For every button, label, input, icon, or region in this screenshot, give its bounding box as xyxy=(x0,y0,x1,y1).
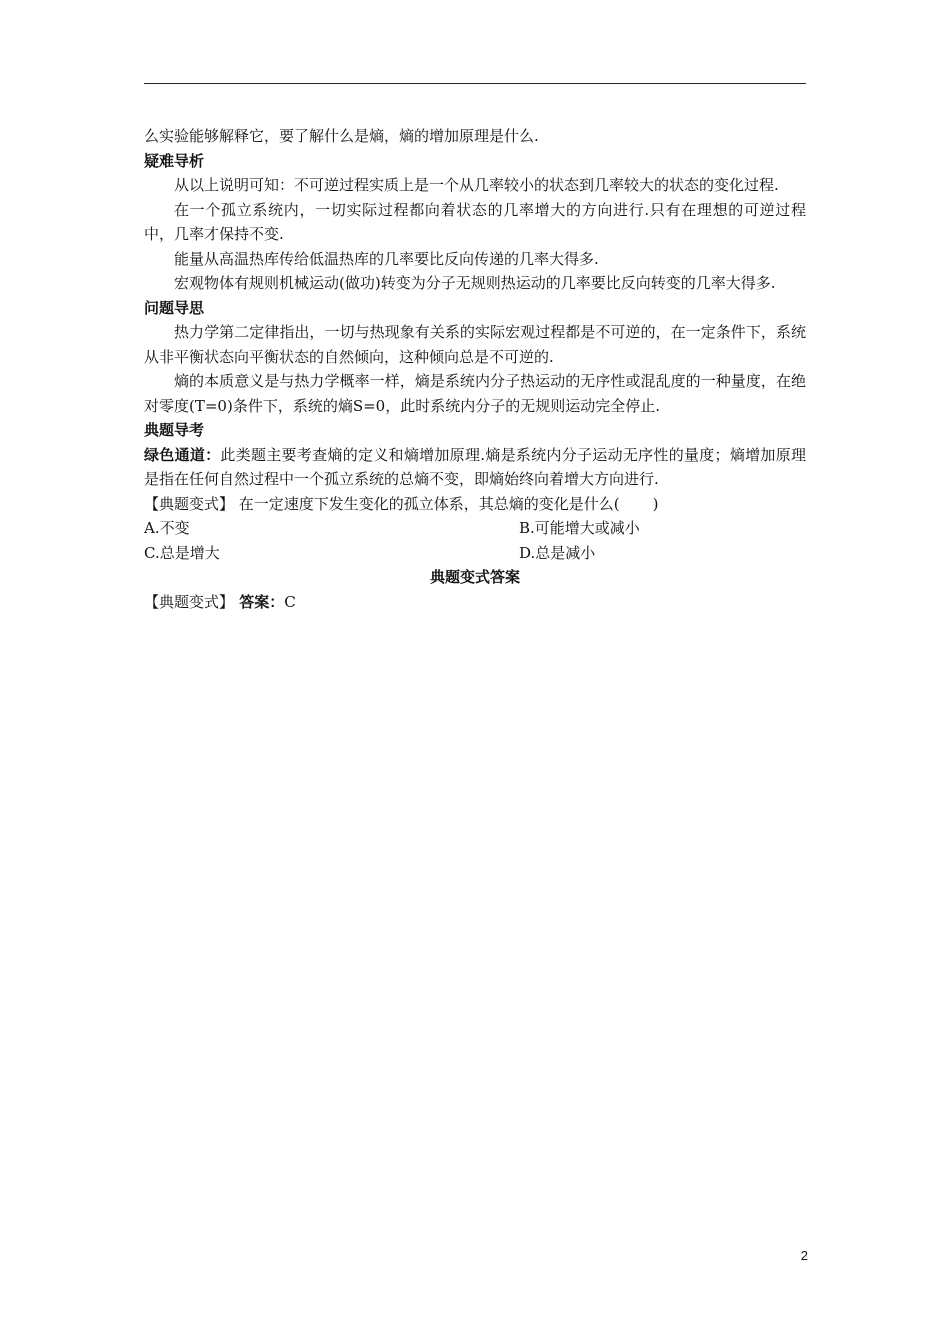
green-channel-label: 绿色通道： xyxy=(144,445,221,464)
nanti-paragraph-4: 宏观物体有规则机械运动(做功)转变为分子无规则热运动的几率要比反向转变的几率大得多. xyxy=(174,274,776,292)
intro-line: 么实验能够解释它，要了解什么是熵，熵的增加原理是什么. xyxy=(144,127,539,145)
variant-question xyxy=(144,492,806,517)
option-b: B.可能增大或减小 xyxy=(519,519,640,537)
header-rule xyxy=(144,83,806,84)
nanti-paragraph-1: 从以上说明可知：不可逆过程实质上是一个从几率较小的状态到几率较大的状态的变化过程. xyxy=(174,176,779,194)
answer-line xyxy=(144,590,806,615)
answers-heading: 典题变式答案 xyxy=(429,568,520,586)
variant-question-text: 在一定速度下发生变化的孤立体系，其总熵的变化是什么( xyxy=(234,494,620,513)
option-d: D.总是减小 xyxy=(519,543,596,562)
section-heading-dianti: 典题导考 xyxy=(144,421,205,439)
answer-options xyxy=(144,516,806,565)
answer-label: 答案： xyxy=(234,592,285,611)
option-c: C.总是增大 xyxy=(144,543,220,562)
green-channel-text: 此类题主要考查熵的定义和熵增加原理.熵是系统内分子运动无序性的量度；熵增加原理是指在任何自然过程中一个孤立系统的总熵不变，即熵始终向着增大方向进行. xyxy=(144,445,806,488)
wenti-paragraph-2: 熵的本质意义是与热力学概率一样，熵是系统内分子热运动的无序性或混乱度的一种量度，在绝对零度(T=0)条件下，系统的熵S=0，此时系统内分子的无规则运动完全停止. xyxy=(144,372,806,415)
variant-label: 【典题变式】 xyxy=(144,494,235,513)
green-channel-paragraph xyxy=(144,443,806,492)
variant-question-end: ) xyxy=(652,494,659,513)
section-heading-wenti: 问题导思 xyxy=(144,298,205,317)
document-body xyxy=(144,124,806,614)
section-heading-nanti: 疑难导析 xyxy=(144,151,205,170)
nanti-paragraph-3: 能量从高温热库传给低温热库的几率要比反向传递的几率大得多. xyxy=(174,249,599,268)
nanti-paragraph-2: 在一个孤立系统内，一切实际过程都向着状态的几率增大的方向进行.只有在理想的可逆过程中，几率才保持不变. xyxy=(144,200,806,243)
wenti-paragraph-1: 热力学第二定律指出，一切与热现象有关系的实际宏观过程都是不可逆的，在一定条件下，系统从非平衡状态向平衡状态的自然倾向，这种倾向总是不可逆的. xyxy=(144,323,806,366)
answer-variant-label: 【典题变式】 xyxy=(144,592,235,611)
option-a: A.不变 xyxy=(144,519,190,537)
page-number: 2 xyxy=(800,1248,808,1263)
answer-value: C xyxy=(284,592,296,611)
